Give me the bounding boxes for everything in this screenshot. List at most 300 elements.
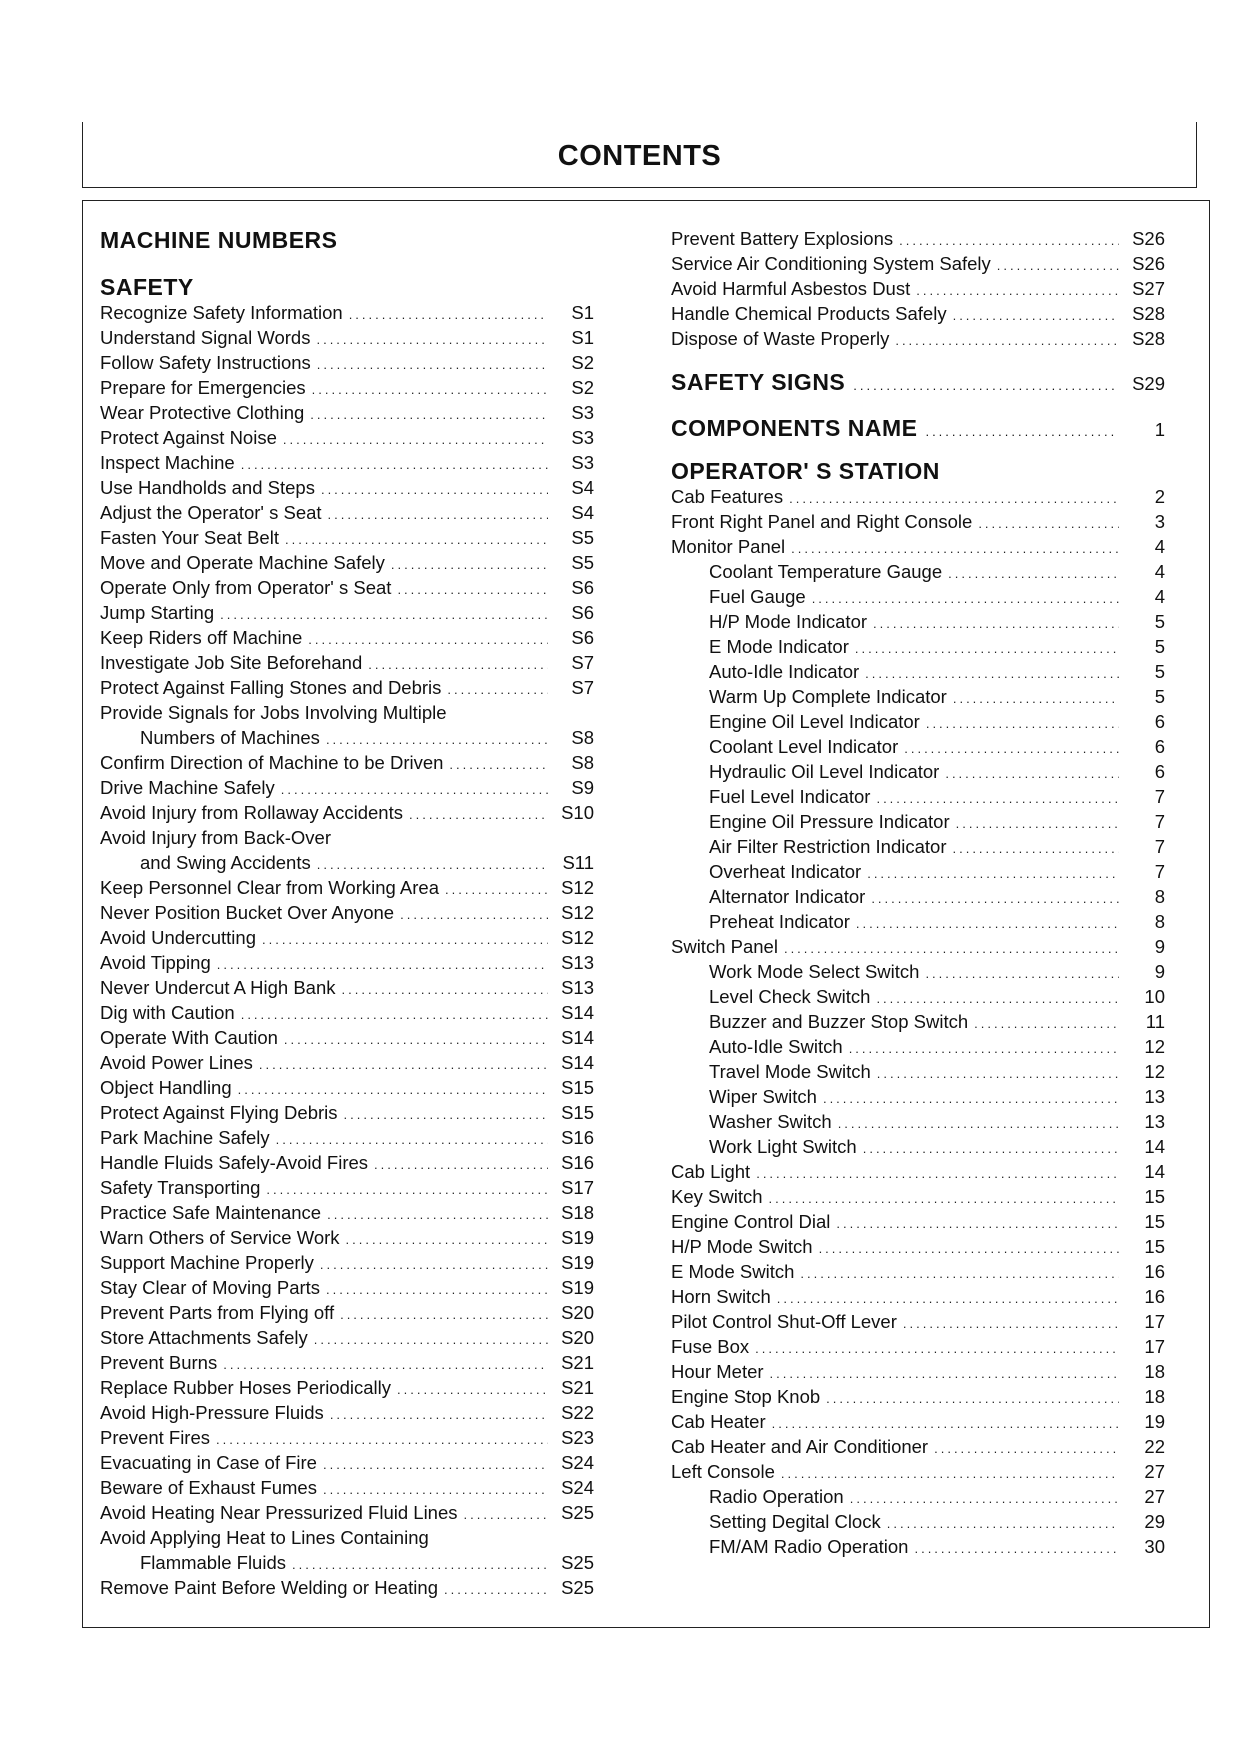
entry-title: Avoid Undercutting bbox=[100, 927, 256, 948]
leader-dots bbox=[781, 1461, 1119, 1486]
leader-dots bbox=[262, 927, 548, 952]
toc-entry[interactable] bbox=[100, 1500, 594, 1525]
entry-title: Protect Against Flying Debris bbox=[100, 1102, 338, 1123]
entry-page: S19 bbox=[561, 1252, 594, 1273]
entry-page: S16 bbox=[561, 1127, 594, 1148]
entry-title: Wiper Switch bbox=[709, 1086, 817, 1107]
toc-entry[interactable] bbox=[100, 1525, 594, 1550]
entry-page: S22 bbox=[561, 1402, 594, 1423]
entry-page: 27 bbox=[1144, 1461, 1165, 1482]
toc-entry[interactable] bbox=[671, 1259, 1165, 1284]
toc-entry[interactable] bbox=[671, 984, 1165, 1009]
toc-entry[interactable] bbox=[671, 1359, 1165, 1384]
toc-entry[interactable] bbox=[671, 1384, 1165, 1409]
toc-entry[interactable] bbox=[671, 301, 1165, 326]
leader-dots bbox=[326, 727, 548, 752]
entry-title: Washer Switch bbox=[709, 1111, 832, 1132]
toc-entry[interactable] bbox=[100, 1225, 594, 1250]
entry-title: Engine Control Dial bbox=[671, 1211, 831, 1232]
toc-entry[interactable] bbox=[100, 1325, 594, 1350]
entry-title: Auto-Idle Indicator bbox=[709, 661, 860, 682]
toc-entry[interactable] bbox=[671, 1334, 1165, 1359]
toc-entry[interactable] bbox=[671, 484, 1165, 509]
leader-dots bbox=[855, 636, 1119, 661]
entry-title: Coolant Temperature Gauge bbox=[709, 561, 943, 582]
entry-page: 7 bbox=[1154, 836, 1165, 857]
entry-title: Numbers of Machines bbox=[140, 727, 320, 748]
entry-title: Fuel Gauge bbox=[709, 586, 806, 607]
toc-entry[interactable] bbox=[671, 859, 1165, 884]
leader-dots bbox=[330, 1402, 548, 1427]
entry-title: Engine Oil Pressure Indicator bbox=[709, 811, 950, 832]
toc-entry[interactable] bbox=[671, 634, 1165, 659]
entry-page: 18 bbox=[1144, 1386, 1165, 1407]
toc-entry[interactable] bbox=[100, 375, 594, 400]
leader-dots bbox=[784, 936, 1119, 961]
entry-page: 12 bbox=[1144, 1061, 1165, 1082]
toc-entry[interactable] bbox=[100, 700, 594, 725]
entry-title: Evacuating in Case of Fire bbox=[100, 1452, 317, 1473]
toc-entry[interactable] bbox=[100, 400, 594, 425]
toc-entry[interactable] bbox=[671, 959, 1165, 984]
entry-title: Left Console bbox=[671, 1461, 775, 1482]
toc-entry[interactable] bbox=[100, 1050, 594, 1075]
entry-title: Keep Riders off Machine bbox=[100, 627, 303, 648]
toc-entry[interactable] bbox=[671, 934, 1165, 959]
toc-entry[interactable] bbox=[671, 1234, 1165, 1259]
entry-page: S6 bbox=[571, 602, 594, 623]
toc-entry[interactable] bbox=[671, 1509, 1165, 1534]
entry-page: 9 bbox=[1154, 936, 1165, 957]
entry-page: 16 bbox=[1144, 1286, 1165, 1307]
toc-entry[interactable] bbox=[100, 775, 594, 800]
toc-entry[interactable] bbox=[100, 875, 594, 900]
entry-page: S3 bbox=[571, 402, 594, 423]
toc-entry[interactable] bbox=[100, 1100, 594, 1125]
entry-page: 27 bbox=[1144, 1486, 1165, 1507]
toc-entry[interactable] bbox=[100, 325, 594, 350]
entry-page: 16 bbox=[1144, 1261, 1165, 1282]
toc-entry[interactable] bbox=[671, 609, 1165, 634]
leader-dots bbox=[292, 1552, 548, 1577]
toc-entry[interactable] bbox=[100, 1150, 594, 1175]
entry-title: Safety Transporting bbox=[100, 1177, 261, 1198]
entry-title: Service Air Conditioning System Safely bbox=[671, 253, 991, 274]
toc-entry[interactable] bbox=[671, 534, 1165, 559]
leader-dots bbox=[755, 1336, 1119, 1361]
leader-dots bbox=[914, 1536, 1119, 1561]
entry-page: S24 bbox=[561, 1477, 594, 1498]
leader-dots bbox=[283, 427, 548, 452]
toc-entry[interactable] bbox=[671, 1484, 1165, 1509]
entry-page: S12 bbox=[561, 902, 594, 923]
entry-page: 11 bbox=[1145, 1011, 1165, 1032]
entry-title: Prevent Battery Explosions bbox=[671, 228, 894, 249]
leader-dots bbox=[391, 552, 548, 577]
toc-entry[interactable] bbox=[671, 1409, 1165, 1434]
entry-title: FM/AM Radio Operation bbox=[709, 1536, 909, 1557]
toc-entry[interactable] bbox=[671, 1059, 1165, 1084]
leader-dots bbox=[836, 1211, 1119, 1236]
entry-title: Recognize Safety Information bbox=[100, 302, 343, 323]
leader-dots bbox=[819, 1236, 1119, 1261]
leader-dots bbox=[770, 1361, 1119, 1386]
toc-entry[interactable] bbox=[671, 1434, 1165, 1459]
leader-dots bbox=[216, 1427, 548, 1452]
toc-entry[interactable] bbox=[671, 734, 1165, 759]
toc-entry[interactable] bbox=[100, 1000, 594, 1025]
toc-entry[interactable] bbox=[100, 600, 594, 625]
entry-title: Operate Only from Operator' s Seat bbox=[100, 577, 392, 598]
toc-entry[interactable] bbox=[100, 650, 594, 675]
toc-entry[interactable] bbox=[100, 350, 594, 375]
leader-dots bbox=[772, 1411, 1119, 1436]
entry-page: S14 bbox=[561, 1002, 594, 1023]
toc-entry[interactable] bbox=[100, 1300, 594, 1325]
leader-dots bbox=[217, 952, 548, 977]
entry-page: S9 bbox=[571, 777, 594, 798]
leader-dots bbox=[887, 1511, 1119, 1536]
leader-dots bbox=[326, 1277, 548, 1302]
toc-entry[interactable] bbox=[671, 909, 1165, 934]
leader-dots bbox=[823, 1086, 1119, 1111]
entry-title: Support Machine Properly bbox=[100, 1252, 314, 1273]
leader-dots bbox=[374, 1152, 548, 1177]
leader-dots bbox=[916, 278, 1119, 303]
entry-page: S20 bbox=[561, 1302, 594, 1323]
leader-dots bbox=[812, 586, 1119, 611]
toc-entry[interactable] bbox=[671, 759, 1165, 784]
entry-page: S28 bbox=[1132, 303, 1165, 324]
entry-page: 30 bbox=[1144, 1536, 1165, 1557]
toc-entry[interactable] bbox=[671, 1184, 1165, 1209]
entry-title: and Swing Accidents bbox=[140, 852, 311, 873]
entry-page: 9 bbox=[1154, 961, 1165, 982]
entry-page: S29 bbox=[1132, 373, 1165, 394]
entry-page: 7 bbox=[1154, 786, 1165, 807]
entry-title: Avoid Tipping bbox=[100, 952, 211, 973]
toc-entry[interactable] bbox=[100, 625, 594, 650]
leader-dots bbox=[876, 986, 1119, 1011]
entry-title: COMPONENTS NAME bbox=[671, 415, 918, 441]
toc-entry-components-name[interactable] bbox=[671, 413, 1165, 443]
leader-dots bbox=[867, 861, 1119, 886]
entry-title: Engine Oil Level Indicator bbox=[709, 711, 920, 732]
toc-entry[interactable] bbox=[100, 1375, 594, 1400]
toc-entry[interactable] bbox=[100, 725, 594, 750]
leader-dots bbox=[241, 1002, 548, 1027]
toc-entry[interactable] bbox=[671, 1159, 1165, 1184]
leader-dots bbox=[952, 836, 1119, 861]
toc-entry[interactable] bbox=[671, 226, 1165, 251]
toc-entry[interactable] bbox=[671, 1309, 1165, 1334]
leader-dots bbox=[321, 477, 548, 502]
entry-title: Park Machine Safely bbox=[100, 1127, 270, 1148]
toc-entry[interactable] bbox=[100, 1400, 594, 1425]
entry-page: S1 bbox=[571, 327, 594, 348]
toc-entry[interactable] bbox=[100, 800, 594, 825]
entry-title: Avoid Injury from Rollaway Accidents bbox=[100, 802, 403, 823]
toc-entry[interactable] bbox=[671, 809, 1165, 834]
toc-entry[interactable] bbox=[100, 1250, 594, 1275]
leader-dots bbox=[756, 1161, 1119, 1186]
toc-entry[interactable] bbox=[671, 1459, 1165, 1484]
entry-page: S4 bbox=[571, 477, 594, 498]
toc-entry[interactable] bbox=[100, 1550, 594, 1575]
toc-entry[interactable] bbox=[671, 1109, 1165, 1134]
toc-entry[interactable] bbox=[671, 659, 1165, 684]
page-title: CONTENTS bbox=[557, 140, 722, 172]
heading-safety: SAFETY bbox=[100, 274, 194, 300]
leader-dots bbox=[276, 1127, 548, 1152]
leader-dots bbox=[849, 1036, 1119, 1061]
entry-page: 19 bbox=[1144, 1411, 1165, 1432]
leader-dots bbox=[956, 811, 1119, 836]
entry-page: S15 bbox=[561, 1102, 594, 1123]
entry-title: Front Right Panel and Right Console bbox=[671, 511, 973, 532]
entry-page: 4 bbox=[1154, 536, 1165, 557]
toc-entry[interactable] bbox=[100, 1425, 594, 1450]
leader-dots bbox=[871, 886, 1119, 911]
leader-dots bbox=[876, 786, 1119, 811]
entry-title: Dispose of Waste Properly bbox=[671, 328, 890, 349]
toc-entry[interactable] bbox=[100, 1175, 594, 1200]
entry-page: 13 bbox=[1144, 1086, 1165, 1107]
entry-page: 6 bbox=[1154, 761, 1165, 782]
leader-dots bbox=[853, 371, 1117, 401]
entry-title: Prevent Parts from Flying off bbox=[100, 1302, 335, 1323]
leader-dots bbox=[856, 911, 1119, 936]
leader-dots bbox=[317, 352, 548, 377]
leader-dots bbox=[328, 502, 548, 527]
toc-entry[interactable] bbox=[100, 1475, 594, 1500]
entry-page: 5 bbox=[1154, 686, 1165, 707]
toc-entry[interactable] bbox=[671, 784, 1165, 809]
entry-title: Engine Stop Knob bbox=[671, 1386, 821, 1407]
toc-entry[interactable] bbox=[100, 750, 594, 775]
leader-dots bbox=[317, 852, 548, 877]
entry-title: Move and Operate Machine Safely bbox=[100, 552, 385, 573]
entry-title: Store Attachments Safely bbox=[100, 1327, 308, 1348]
toc-entry[interactable] bbox=[671, 884, 1165, 909]
entry-page: 8 bbox=[1154, 886, 1165, 907]
entry-page: S20 bbox=[561, 1327, 594, 1348]
toc-entry[interactable] bbox=[671, 509, 1165, 534]
entry-page: S24 bbox=[561, 1452, 594, 1473]
leader-dots bbox=[974, 1011, 1119, 1036]
leader-dots bbox=[769, 1186, 1119, 1211]
leader-dots bbox=[342, 977, 549, 1002]
toc-entry[interactable] bbox=[671, 584, 1165, 609]
toc-entry[interactable] bbox=[100, 1575, 594, 1600]
toc-entry[interactable] bbox=[100, 1025, 594, 1050]
leader-dots bbox=[397, 1377, 548, 1402]
entry-page: S16 bbox=[561, 1152, 594, 1173]
entry-page: S19 bbox=[561, 1227, 594, 1248]
entry-title: Drive Machine Safely bbox=[100, 777, 275, 798]
entry-page: S5 bbox=[571, 527, 594, 548]
entry-title: Work Light Switch bbox=[709, 1136, 857, 1157]
toc-entry[interactable] bbox=[671, 1209, 1165, 1234]
toc-entry[interactable] bbox=[100, 500, 594, 525]
entry-page: S1 bbox=[571, 302, 594, 323]
toc-entry[interactable] bbox=[100, 1350, 594, 1375]
entry-title: Radio Operation bbox=[709, 1486, 844, 1507]
entry-page: S2 bbox=[571, 377, 594, 398]
entry-page: 15 bbox=[1144, 1211, 1165, 1232]
entry-title: Cab Heater bbox=[671, 1411, 766, 1432]
toc-entry[interactable] bbox=[100, 475, 594, 500]
toc-entry[interactable] bbox=[671, 1534, 1165, 1559]
entry-page: S25 bbox=[561, 1552, 594, 1573]
leader-dots bbox=[925, 417, 1117, 447]
entry-title: Protect Against Noise bbox=[100, 427, 277, 448]
entry-title: Handle Chemical Products Safely bbox=[671, 303, 947, 324]
toc-entry[interactable] bbox=[671, 1009, 1165, 1034]
toc-entry[interactable] bbox=[671, 834, 1165, 859]
entry-title: Travel Mode Switch bbox=[709, 1061, 871, 1082]
toc-entry[interactable] bbox=[100, 825, 594, 850]
safety-list bbox=[100, 300, 594, 1600]
toc-entry[interactable] bbox=[100, 1275, 594, 1300]
leader-dots bbox=[266, 1177, 548, 1202]
toc-entry[interactable] bbox=[100, 425, 594, 450]
toc-entry[interactable] bbox=[671, 1084, 1165, 1109]
entry-title: Fuse Box bbox=[671, 1336, 750, 1357]
leader-dots bbox=[877, 1061, 1119, 1086]
entry-page: S26 bbox=[1132, 228, 1165, 249]
toc-entry[interactable] bbox=[671, 1134, 1165, 1159]
leader-dots bbox=[320, 1252, 548, 1277]
leader-dots bbox=[934, 1436, 1119, 1461]
toc-entry[interactable] bbox=[671, 709, 1165, 734]
entry-page: S17 bbox=[561, 1177, 594, 1198]
entry-title: Overheat Indicator bbox=[709, 861, 862, 882]
entry-page: S6 bbox=[571, 577, 594, 598]
toc-entry[interactable] bbox=[100, 675, 594, 700]
leader-dots bbox=[800, 1261, 1119, 1286]
entry-page: 5 bbox=[1154, 636, 1165, 657]
leader-dots bbox=[445, 877, 548, 902]
leader-dots bbox=[945, 761, 1119, 786]
entry-page: 22 bbox=[1144, 1436, 1165, 1457]
entry-page: S26 bbox=[1132, 253, 1165, 274]
entry-page: S21 bbox=[561, 1352, 594, 1373]
entry-page: S25 bbox=[561, 1502, 594, 1523]
leader-dots bbox=[400, 902, 548, 927]
toc-entry[interactable] bbox=[100, 1075, 594, 1100]
entry-page: S13 bbox=[561, 977, 594, 998]
entry-title: Dig with Caution bbox=[100, 1002, 235, 1023]
leader-dots bbox=[863, 1136, 1119, 1161]
toc-entry[interactable] bbox=[100, 1200, 594, 1225]
toc-entry[interactable] bbox=[671, 326, 1165, 351]
leader-dots bbox=[997, 253, 1119, 278]
leader-dots bbox=[238, 1077, 548, 1102]
toc-entry[interactable] bbox=[671, 1284, 1165, 1309]
entry-page: S25 bbox=[561, 1577, 594, 1598]
toc-entry[interactable] bbox=[671, 1034, 1165, 1059]
entry-title: Hydraulic Oil Level Indicator bbox=[709, 761, 940, 782]
leader-dots bbox=[895, 328, 1119, 353]
leader-dots bbox=[397, 577, 548, 602]
entry-page: S3 bbox=[571, 452, 594, 473]
leader-dots bbox=[838, 1111, 1119, 1136]
entry-title: Jump Starting bbox=[100, 602, 215, 623]
entry-page: S4 bbox=[571, 502, 594, 523]
toc-entry[interactable] bbox=[671, 251, 1165, 276]
entry-title: Switch Panel bbox=[671, 936, 778, 957]
entry-title: Warm Up Complete Indicator bbox=[709, 686, 947, 707]
toc-entry[interactable] bbox=[100, 525, 594, 550]
entry-title: Fuel Level Indicator bbox=[709, 786, 871, 807]
leader-dots bbox=[281, 777, 548, 802]
leader-dots bbox=[850, 1486, 1119, 1511]
entry-title: Practice Safe Maintenance bbox=[100, 1202, 322, 1223]
toc-entry[interactable] bbox=[100, 975, 594, 1000]
entry-title: E Mode Indicator bbox=[709, 636, 849, 657]
toc-entry[interactable] bbox=[671, 276, 1165, 301]
toc-entry[interactable] bbox=[100, 300, 594, 325]
entry-title: Avoid Injury from Back-Over bbox=[100, 827, 331, 848]
toc-entry[interactable] bbox=[100, 1450, 594, 1475]
toc-entry[interactable] bbox=[100, 925, 594, 950]
leader-dots bbox=[903, 1311, 1119, 1336]
entry-page: S7 bbox=[571, 652, 594, 673]
leader-dots bbox=[314, 1327, 548, 1352]
entry-title: Hour Meter bbox=[671, 1361, 764, 1382]
entry-title: Use Handholds and Steps bbox=[100, 477, 315, 498]
entry-page: S18 bbox=[561, 1202, 594, 1223]
entry-title: Beware of Exhaust Fumes bbox=[100, 1477, 317, 1498]
entry-page: S23 bbox=[561, 1427, 594, 1448]
toc-entry[interactable] bbox=[100, 900, 594, 925]
leader-dots bbox=[789, 486, 1119, 511]
entry-page: S10 bbox=[561, 802, 594, 823]
leader-dots bbox=[925, 961, 1119, 986]
entry-page: 14 bbox=[1144, 1161, 1165, 1182]
entry-title: Protect Against Falling Stones and Debris bbox=[100, 677, 442, 698]
entry-page: 18 bbox=[1144, 1361, 1165, 1382]
leader-dots bbox=[948, 561, 1119, 586]
toc-entry[interactable] bbox=[100, 450, 594, 475]
entry-title: SAFETY SIGNS bbox=[671, 369, 846, 395]
leader-dots bbox=[312, 377, 548, 402]
entry-page: S5 bbox=[571, 552, 594, 573]
entry-page: 4 bbox=[1154, 561, 1165, 582]
toc-entry[interactable] bbox=[100, 950, 594, 975]
toc-entry[interactable] bbox=[100, 1125, 594, 1150]
entry-page: 10 bbox=[1144, 986, 1165, 1007]
leader-dots bbox=[409, 802, 548, 827]
toc-entry[interactable] bbox=[100, 850, 594, 875]
leader-dots bbox=[826, 1386, 1119, 1411]
entry-page: 13 bbox=[1144, 1111, 1165, 1132]
toc-entry-safety-signs[interactable] bbox=[671, 367, 1165, 397]
entry-title: Investigate Job Site Beforehand bbox=[100, 652, 363, 673]
leader-dots bbox=[791, 536, 1119, 561]
toc-entry[interactable] bbox=[100, 575, 594, 600]
toc-entry[interactable] bbox=[100, 550, 594, 575]
entry-page: S21 bbox=[561, 1377, 594, 1398]
entry-title: Avoid High-Pressure Fluids bbox=[100, 1402, 324, 1423]
toc-entry[interactable] bbox=[671, 684, 1165, 709]
entry-title: Confirm Direction of Machine to be Driven bbox=[100, 752, 444, 773]
entry-page: 5 bbox=[1154, 611, 1165, 632]
toc-entry[interactable] bbox=[671, 559, 1165, 584]
entry-title: Fasten Your Seat Belt bbox=[100, 527, 279, 548]
entry-title: Prevent Fires bbox=[100, 1427, 211, 1448]
